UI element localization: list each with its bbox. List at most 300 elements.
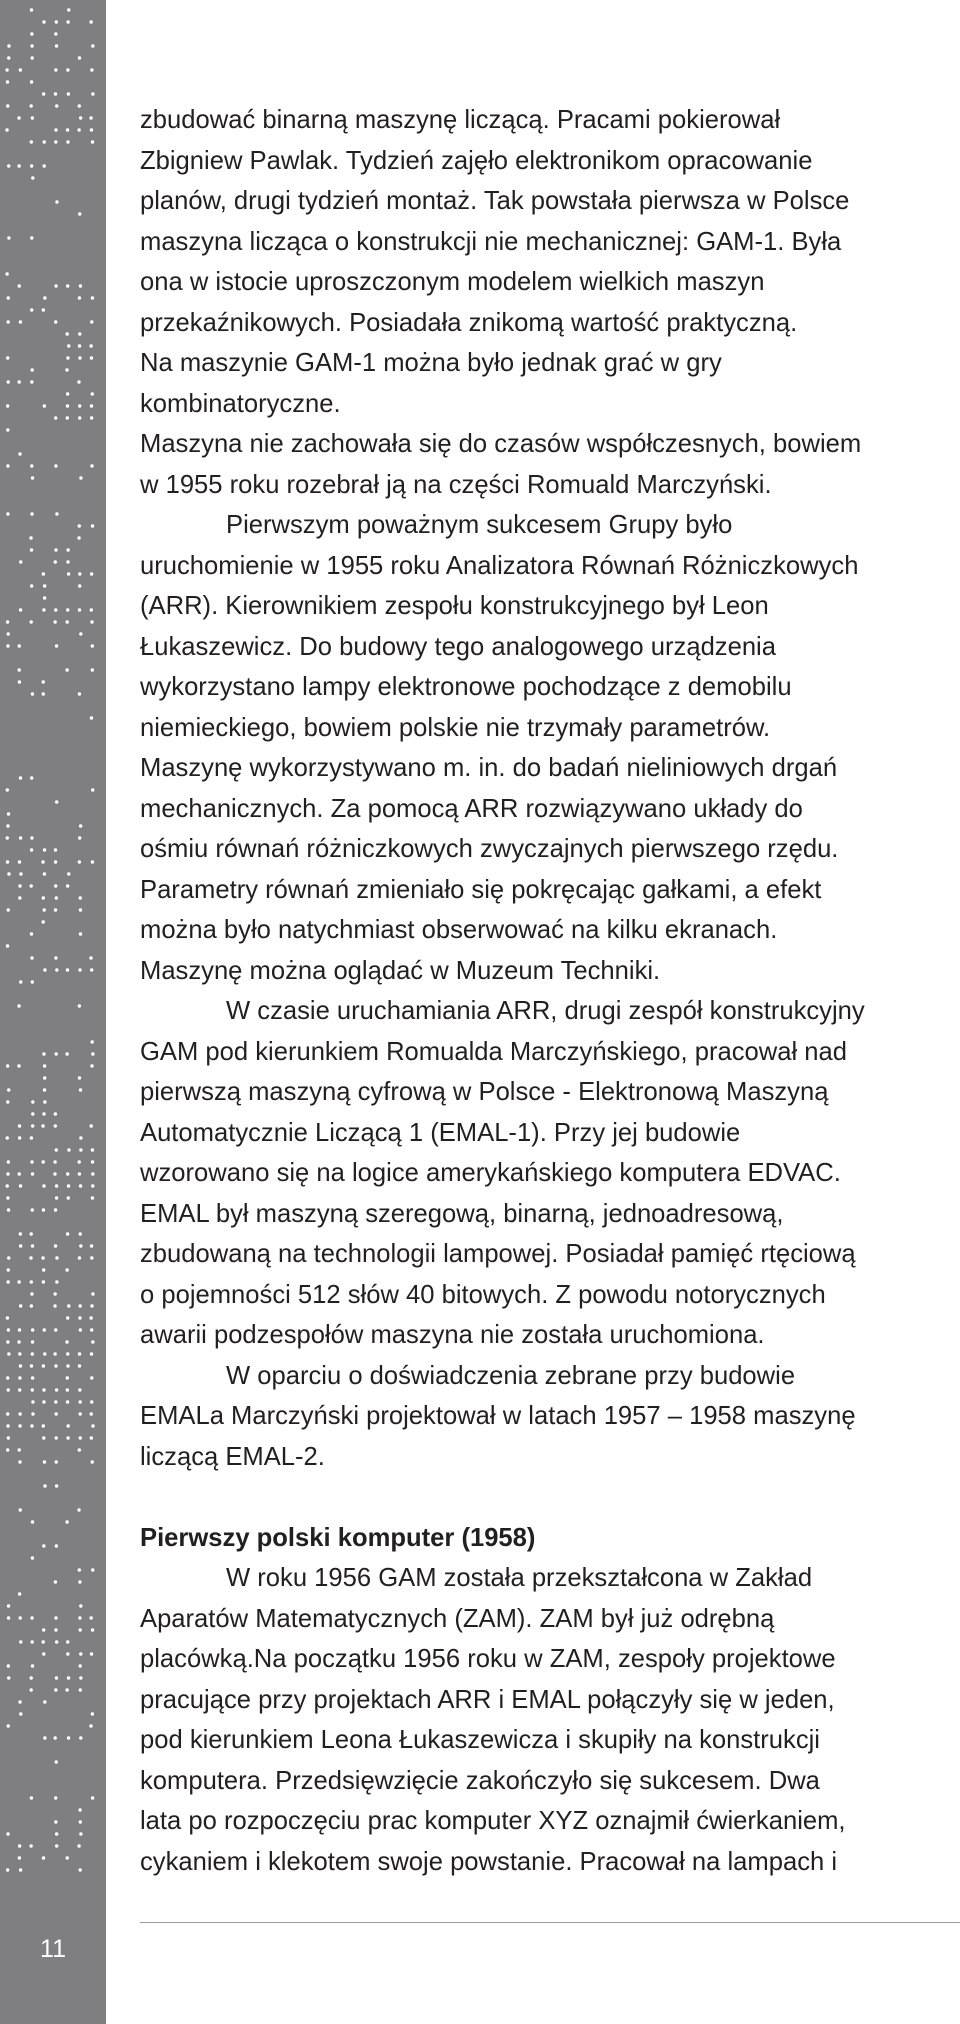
decorative-dot (91, 1292, 94, 1295)
decorative-dot (79, 1652, 82, 1655)
decorative-dot (42, 1112, 45, 1115)
decorative-dot (54, 416, 57, 419)
decorative-dot (55, 20, 58, 23)
decorative-dot (43, 848, 46, 851)
decorative-dot (30, 584, 33, 587)
decorative-dot (55, 104, 58, 107)
decorative-dot (78, 1352, 81, 1355)
decorative-dot (79, 476, 82, 479)
decorative-dot (19, 872, 22, 875)
decorative-dot (43, 1100, 46, 1103)
decorative-dot (77, 128, 80, 131)
decorative-dot (18, 860, 21, 863)
decorative-dot (18, 1844, 21, 1847)
decorative-dot (30, 380, 33, 383)
decorative-dot (78, 1808, 81, 1811)
decorative-dot (91, 1628, 94, 1631)
decorative-dot (7, 1160, 10, 1163)
decorative-dot (78, 56, 81, 59)
decorative-dot (18, 1328, 21, 1331)
decorative-dot (78, 1580, 81, 1583)
decorative-dot (55, 1640, 58, 1643)
decorative-dot (42, 1364, 45, 1367)
decorative-dot (78, 404, 81, 407)
decorative-dot (66, 1388, 69, 1391)
decorative-dot (90, 404, 93, 407)
decorative-dot (31, 1328, 34, 1331)
decorative-dot (54, 1412, 57, 1415)
text-line: Łukaszewicz. Do budowy tego analogowego urządzenia (140, 632, 776, 661)
decorative-dot (53, 1304, 56, 1307)
decorative-dot (78, 524, 81, 527)
decorative-dot (41, 1124, 44, 1127)
decorative-dot (66, 1652, 69, 1655)
decorative-dot (78, 1316, 81, 1319)
decorative-dot (91, 1172, 94, 1175)
decorative-dot (6, 1172, 9, 1175)
decorative-dot (65, 668, 68, 671)
decorative-dot (7, 236, 10, 239)
decorative-dot (30, 32, 33, 35)
page-number: 11 (40, 1935, 66, 1963)
decorative-dot (65, 1340, 68, 1343)
decorative-dot (54, 548, 57, 551)
decorative-dot (54, 1580, 57, 1583)
decorative-dot (79, 632, 82, 635)
decorative-dot (78, 1400, 81, 1403)
decorative-dot (30, 140, 33, 143)
decorative-dot (7, 44, 10, 47)
decorative-dot (42, 1652, 45, 1655)
decorative-dot (55, 1676, 58, 1679)
decorative-dot (91, 296, 94, 299)
decorative-dot (79, 116, 82, 119)
decorative-dot (31, 1124, 34, 1127)
decorative-dot (54, 32, 57, 35)
text-line: kombinatoryczne. (140, 389, 341, 418)
decorative-dot (30, 1292, 33, 1295)
decorative-dot (19, 776, 22, 779)
text-line: maszyna licząca o konstrukcji nie mechanicznej: GAM-1. Była (140, 227, 842, 256)
decorative-dot (29, 1688, 32, 1691)
decorative-dot (19, 1364, 22, 1367)
decorative-dot (79, 932, 82, 935)
decorative-dot (18, 1376, 21, 1379)
decorative-dot (5, 68, 8, 71)
text-line: można było natychmiast obserwować na kilku ekranach. (140, 916, 778, 944)
decorative-dot (67, 1184, 70, 1187)
decorative-dot (91, 1052, 94, 1055)
decorative-dot (54, 908, 57, 911)
decorative-dot (90, 1304, 93, 1307)
decorative-dot (54, 608, 57, 611)
decorative-dot (78, 692, 81, 695)
decorative-dot (66, 1640, 69, 1643)
decorative-dot (55, 1388, 58, 1391)
decorative-dot (54, 92, 57, 95)
decorative-dot (42, 1436, 45, 1439)
decorative-dot (78, 332, 81, 335)
decorative-dot (55, 644, 58, 647)
decorative-dot (6, 80, 9, 83)
decorative-dot (30, 1616, 33, 1619)
decorative-dot (55, 1844, 58, 1847)
decorative-dot (6, 788, 9, 791)
decorative-dot (53, 1292, 56, 1295)
decorative-dot (19, 560, 22, 563)
decorative-dot (66, 1436, 69, 1439)
text-line: zbudować binarną maszynę liczącą. Pracami pokierował (140, 106, 781, 134)
decorative-dot (79, 908, 82, 911)
decorative-dot (19, 1508, 22, 1511)
decorative-dot (66, 1232, 69, 1235)
dot-pattern (0, 0, 106, 1900)
decorative-dot (31, 1352, 34, 1355)
decorative-dot (7, 1208, 10, 1211)
text-line: Automatycznie Liczącą 1 (EMAL-1). Przy jej budowie (140, 1118, 741, 1147)
decorative-dot (91, 524, 94, 527)
decorative-dot (7, 380, 10, 383)
decorative-dot (55, 1544, 58, 1547)
decorative-dot (7, 56, 10, 59)
decorative-dot (66, 560, 69, 563)
decorative-dot (66, 608, 69, 611)
text-line: ona w istocie uproszczonym modelem wielkich maszyn (140, 268, 765, 296)
decorative-dot (30, 1280, 33, 1283)
decorative-dot (31, 1400, 34, 1403)
decorative-dot (91, 1568, 94, 1571)
decorative-dot (79, 1244, 82, 1247)
decorative-dot (78, 1868, 81, 1871)
text-line: lata po rozpoczęciu prac komputer XYZ oznajmił ćwierkaniem, (140, 1807, 846, 1835)
decorative-dot (30, 884, 33, 887)
text-line: awarii podzespołów maszyna nie została uruchomiona. (140, 1321, 765, 1349)
decorative-dot (67, 572, 70, 575)
decorative-dot (55, 200, 58, 203)
decorative-dot (6, 1196, 9, 1199)
decorative-dot (29, 1256, 32, 1259)
decorative-dot (89, 1724, 92, 1727)
decorative-dot (17, 1064, 20, 1067)
text-line: liczącą EMAL-2. (140, 1442, 325, 1471)
decorative-dot (31, 1412, 34, 1415)
decorative-dot (6, 620, 9, 623)
decorative-dot (67, 8, 70, 11)
decorative-dot (7, 1328, 10, 1331)
decorative-dot (91, 1424, 94, 1427)
decorative-dot (18, 1388, 21, 1391)
decorative-dot (54, 1628, 57, 1631)
decorative-dot (43, 1460, 46, 1463)
decorative-dot (65, 1520, 68, 1523)
decorative-dot (53, 1172, 56, 1175)
decorative-dot (31, 980, 34, 983)
decorative-dot (7, 908, 10, 911)
decorative-dot (30, 512, 33, 515)
decorative-dot (42, 308, 45, 311)
decorative-dot (66, 548, 69, 551)
decorative-dot (19, 980, 22, 983)
decorative-dot (31, 1172, 34, 1175)
decorative-dot (67, 1676, 70, 1679)
text-line: EMALa Marczyński projektował w latach 1957 – 1958 maszynę (140, 1402, 856, 1430)
decorative-dot (66, 1424, 69, 1427)
decorative-dot (78, 1160, 81, 1163)
decorative-dot (6, 1100, 9, 1103)
decorative-dot (91, 1148, 94, 1151)
decorative-dot (30, 1232, 33, 1235)
decorative-dot (78, 1616, 81, 1619)
decorative-dot (19, 1640, 22, 1643)
decorative-dot (79, 1436, 82, 1439)
decorative-dot (19, 1868, 22, 1871)
decorative-dot (54, 1796, 57, 1799)
decorative-dot (90, 1256, 93, 1259)
decorative-dot (7, 1724, 10, 1727)
decorative-dot (6, 1184, 9, 1187)
decorative-dot (54, 956, 57, 959)
decorative-dot (90, 416, 93, 419)
decorative-dot (6, 356, 9, 359)
decorative-dot (66, 1856, 69, 1859)
decorative-dot (54, 1616, 57, 1619)
decorative-dot (89, 1616, 92, 1619)
decorative-dot (7, 1676, 10, 1679)
decorative-dot (30, 368, 33, 371)
decorative-dot (30, 1796, 33, 1799)
decorative-dot (66, 20, 69, 23)
decorative-dot (18, 1352, 21, 1355)
decorative-dot (30, 1364, 33, 1367)
decorative-dot (54, 464, 57, 467)
decorative-dot (42, 1184, 45, 1187)
decorative-dot (54, 1124, 57, 1127)
decorative-dot (65, 620, 68, 623)
decorative-dot (54, 860, 57, 863)
decorative-dot (18, 452, 21, 455)
decorative-dot (6, 860, 9, 863)
decorative-dot (6, 944, 9, 947)
decorative-dot (78, 296, 81, 299)
decorative-dot (43, 908, 46, 911)
decorative-dot (53, 620, 56, 623)
text-line: W oparciu o doświadczenia zebrane przy budowie (226, 1361, 796, 1390)
decorative-dot (78, 1664, 81, 1667)
decorative-dot (30, 8, 33, 11)
decorative-dot (42, 1628, 45, 1631)
decorative-dot (18, 884, 21, 887)
decorative-dot (78, 1412, 81, 1415)
text-line: Maszynę można oglądać w Muzeum Techniki. (140, 956, 661, 985)
decorative-dot (55, 800, 58, 803)
decorative-dot (78, 356, 81, 359)
decorative-dot (41, 860, 44, 863)
text-line: Aparatów Matematycznych (ZAM). ZAM był już odrębną (140, 1604, 775, 1633)
decorative-dot (19, 836, 22, 839)
decorative-dot (31, 1556, 34, 1559)
decorative-dot (78, 1388, 81, 1391)
decorative-dot (90, 608, 93, 611)
decorative-dot (18, 1700, 21, 1703)
decorative-dot (42, 1268, 45, 1271)
text-line: pracujące przy projektach ARR i EMAL połączyły się w jeden, (140, 1685, 835, 1714)
decorative-dot (66, 356, 69, 359)
decorative-dot (66, 392, 69, 395)
decorative-dot (7, 1604, 10, 1607)
decorative-dot (30, 932, 33, 935)
decorative-dot (79, 1832, 82, 1835)
decorative-dot (90, 1400, 93, 1403)
text-line: GAM pod kierunkiem Romualda Marczyńskiego, pracował nad (140, 1037, 847, 1066)
decorative-dot (79, 1604, 82, 1607)
decorative-dot (31, 116, 34, 119)
decorative-dot (18, 680, 21, 683)
decorative-dot (6, 404, 9, 407)
decorative-dot (55, 1184, 58, 1187)
decorative-dot (54, 1820, 57, 1823)
decorative-dot (43, 1064, 46, 1067)
decorative-dot (31, 1664, 34, 1667)
decorative-dot (90, 620, 93, 623)
decorative-dot (42, 572, 45, 575)
decorative-dot (18, 1460, 21, 1463)
decorative-dot (6, 1832, 9, 1835)
decorative-dot (78, 968, 81, 971)
decorative-dot (54, 320, 57, 323)
decorative-dot (66, 1364, 69, 1367)
decorative-dot (67, 1196, 70, 1199)
decorative-dot (19, 68, 22, 71)
decorative-dot (66, 884, 69, 887)
text-line: W czasie uruchamiania ARR, drugi zespół konstrukcyjny (226, 997, 865, 1025)
blank-line (140, 1477, 960, 1518)
decorative-dot (79, 1136, 82, 1139)
decorative-dot (31, 1388, 34, 1391)
decorative-dot (30, 620, 33, 623)
decorative-dot (30, 236, 33, 239)
decorative-dot (79, 896, 82, 899)
decorative-dot (17, 116, 20, 119)
decorative-dot (89, 956, 92, 959)
decorative-dot (6, 644, 9, 647)
decorative-dot (54, 884, 57, 887)
decorative-dot (90, 1376, 93, 1379)
text-line: w 1955 roku rozebrał ją na części Romuald Marczyński. (140, 470, 772, 499)
decorative-dot (7, 1352, 10, 1355)
decorative-dot (17, 1280, 20, 1283)
decorative-dot (54, 1052, 57, 1055)
decorative-dot (77, 1844, 80, 1847)
decorative-dot (43, 404, 46, 407)
decorative-dot (30, 80, 33, 83)
decorative-dot (19, 1712, 22, 1715)
decorative-dot (65, 1688, 68, 1691)
decorative-dot (79, 1184, 82, 1187)
decorative-dot (43, 140, 46, 143)
decorative-dot (79, 1676, 82, 1679)
decorative-dot (78, 860, 81, 863)
decorative-dot (77, 1508, 80, 1511)
text-line: zbudowaną na technologii lampowej. Posiadał pamięć rtęciową (140, 1240, 856, 1268)
decorative-dot (66, 1376, 69, 1379)
decorative-dot (31, 1520, 34, 1523)
text-line: Maszyna nie zachowała się do czasów współczesnych, bowiem (140, 430, 862, 458)
decorative-dot (29, 536, 32, 539)
decorative-dot (17, 1004, 20, 1007)
decorative-dot (7, 872, 10, 875)
decorative-dot (91, 92, 94, 95)
decorative-dot (78, 1256, 81, 1259)
decorative-dot (78, 836, 81, 839)
decorative-dot (7, 1088, 10, 1091)
decorative-dot (66, 284, 69, 287)
decorative-dot (6, 1064, 9, 1067)
decorative-dot (78, 1172, 81, 1175)
text-line: pod kierunkiem Leona Łukaszewicza i skupiły na konstrukcji (140, 1726, 820, 1754)
decorative-dot (17, 380, 20, 383)
decorative-sidebar (0, 0, 106, 2024)
decorative-dot (43, 1484, 46, 1487)
decorative-dot (6, 320, 9, 323)
decorative-dot (66, 128, 69, 131)
decorative-dot (90, 1124, 93, 1127)
decorative-dot (42, 1052, 45, 1055)
decorative-dot (89, 20, 92, 23)
decorative-dot (17, 164, 20, 167)
decorative-dot (42, 1160, 45, 1163)
decorative-dot (90, 356, 93, 359)
decorative-dot (42, 20, 45, 23)
decorative-dot (7, 1616, 10, 1619)
decorative-dot (30, 464, 33, 467)
decorative-dot (54, 68, 57, 71)
decorative-dot (19, 1244, 22, 1247)
decorative-dot (55, 1760, 58, 1763)
decorative-dot (77, 536, 80, 539)
decorative-dot (79, 1232, 82, 1235)
decorative-dot (31, 176, 34, 179)
decorative-dot (53, 1352, 56, 1355)
decorative-dot (7, 1268, 10, 1271)
decorative-dot (18, 1592, 21, 1595)
decorative-dot (29, 1844, 32, 1847)
decorative-dot (43, 1352, 46, 1355)
decorative-dot (79, 1688, 82, 1691)
decorative-dot (55, 512, 58, 515)
decorative-dot (90, 1436, 93, 1439)
decorative-dot (67, 92, 70, 95)
text-line: cykaniem i klekotem swoje powstanie. Pracował na lampach i (140, 1847, 838, 1876)
decorative-dot (90, 464, 93, 467)
decorative-dot (18, 1448, 21, 1451)
section-heading: Pierwszy polski komputer (1958) (140, 1523, 536, 1552)
decorative-dot (41, 1256, 44, 1259)
decorative-dot (6, 1424, 9, 1427)
decorative-dot (7, 1664, 10, 1667)
text-line: W roku 1956 GAM została przekształcona w Zakład (226, 1564, 813, 1592)
decorative-dot (42, 608, 45, 611)
decorative-dot (18, 1412, 21, 1415)
decorative-dot (30, 308, 33, 311)
decorative-dot (77, 380, 80, 383)
decorative-dot (29, 104, 32, 107)
decorative-dot (66, 416, 69, 419)
decorative-dot (42, 92, 45, 95)
text-line: planów, drugi tydzień montaż. Tak powstała pierwsza w Polsce (140, 187, 850, 215)
decorative-dot (19, 320, 22, 323)
decorative-dot (42, 1544, 45, 1547)
decorative-dot (91, 668, 94, 671)
